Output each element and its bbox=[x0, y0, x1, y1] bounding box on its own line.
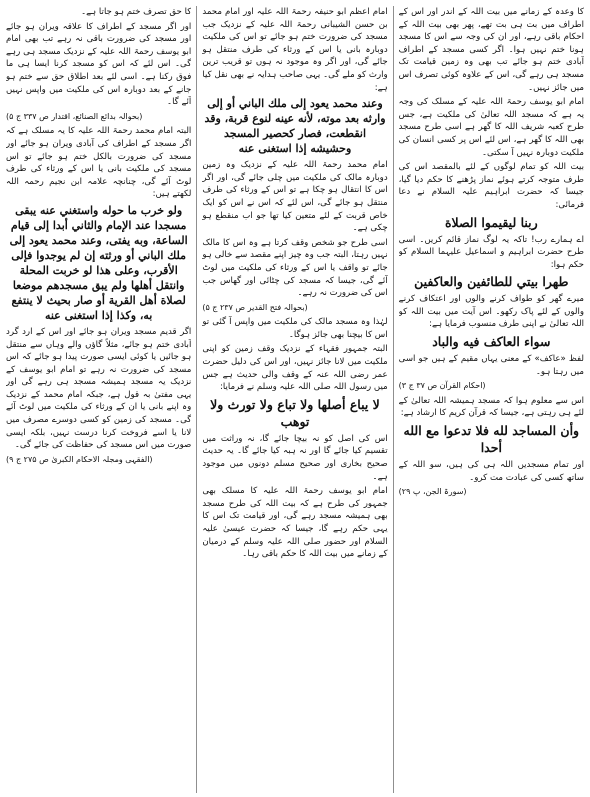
paragraph: امام محمد رحمۃ اللہ علیہ کے نزدیک وہ زمین دوبارہ مالک کی ملکیت میں چلی جائے گی، اور اگر اس کا انتقال ہو چکا ہے تو اس کے ورثاء کی طرف منتقل ہو جائے گی، اس لئے کہ اس نے اس کو ایک خاص قربت کے لئے متعین کیا تھا جو اب منقطع ہو چکی ہے۔ bbox=[202, 160, 388, 234]
paragraph: اگر قدیم مسجد ویران ہو جائے اور اس کے ارد گرد آبادی ختم ہو جائے، مثلاً گاؤں والے وہاں سے منتقل ہو جائیں یا کوئی ایسی صورت پیدا ہو جائے کہ اس مسجد کی ضرورت نہ رہے تو امام ابو یوسف کے نزدیک یہ مسجد ہمیشہ مسجد ہی رہے گی اور یہی مفتیٰ بہ قول ہے، جبکہ امام محمد کے نزدیک وہ اپنے بانی یا ان کے ورثاء کی ملکیت میں لوٹ آئے گی۔ مسجد کی زمین کو کسی دوسرے مصرف میں لانا یا اسے فروخت کرنا درست نہیں، بلکہ ایسی صورت میں اس مسجد کی حفاظت کی جائے گی۔ bbox=[6, 326, 192, 451]
column-left bbox=[399, 6, 584, 793]
paragraph: امام ابو یوسف رحمۃ اللہ علیہ کا مسلک بھی جمہور کی طرح ہے کہ بیت اللہ کی طرح مسجد بھی ہمیشہ مسجد رہے گی، اور قیامت تک اس کا یہی حکم رہے گا، جیسا کہ حضرت عیسیٰ علیہ السلام اور حضور صلی اللہ علیہ وسلم کے درمیان کے زمانے میں بیت اللہ کا حکم باقی رہا۔ bbox=[202, 486, 388, 560]
paragraph: اس کی اصل کو نہ بیچا جائے گا، نہ وراثت میں تقسیم کیا جائے گا اور نہ ہبہ کیا جائے گا۔ یہ حدیث صحیح بخاری اور صحیح مسلم دونوں میں موجود ہے۔ bbox=[202, 433, 388, 482]
paragraph: کا حق تصرف ختم ہو جاتا ہے۔ bbox=[81, 7, 192, 17]
paragraph: لفظ «عاکف» کے معنی یہاں مقیم کے ہیں جو اسی میں رہتا ہو۔ bbox=[398, 354, 584, 377]
arabic-quotation: سواء العاكف فيه والباد bbox=[432, 334, 551, 350]
paragraph: امام اعظم ابو حنیفہ رحمۃ اللہ علیہ اور امام محمد بن حسن الشیبانی رحمۃ اللہ علیہ کے نزدیک جب مسجد کی ضرورت ختم ہو جائے تو اس کی ملکیت دوبارہ بانی یا اس کے ورثاء کی طرف منتقل ہو جائے گی، اور اگر وہ موجود نہ ہوں تو قریب ترین وارث کو ملے گی۔ یہی صاحب ہدایہ نے بھی نقل کیا ہے: bbox=[202, 7, 388, 93]
paragraph: البتہ جمہور فقہاء کے نزدیک وقف زمین کو اپنی ملکیت میں لانا جائز نہیں، اور اس کی دلیل حضرت عمر رضی اللہ عنہ کے وقف والی حدیث ہے جس میں رسول اللہ صلی اللہ علیہ وسلم نے فرمایا: bbox=[202, 344, 388, 393]
column-divider bbox=[393, 6, 394, 793]
paragraph: اور اگر مسجد کے اطراف کا علاقہ ویران ہو جائے اور مسجد کی ضرورت باقی نہ رہے تب بھی امام ابو یوسف رحمۃ اللہ علیہ کے نزدیک مسجد ہی رہے گی۔ اس لئے کہ اس کو مسجد کرنا ایسا ہی ما فوق رکنا ہے۔ اسی لئے بعد اطلاق حق سے ختم ہو جانے کے بعد دوبارہ اس کی ملکیت میں واپس نہیں آئے گا۔ bbox=[6, 21, 192, 108]
paragraph: لہٰذا وہ مسجد مالک کی ملکیت میں واپس آ گئی تو اس کا بیچنا بھی جائز ہوگا۔ bbox=[202, 317, 388, 340]
citation-reference: (الفقہی ومجلہ الاحکام الکبریٰ ص ۲۷۵ ج ۹) bbox=[6, 454, 153, 464]
column-middle bbox=[202, 6, 387, 793]
citation-reference: (احکام القرآن ص ۳۷ ج ۳) bbox=[398, 381, 486, 391]
paragraph: اور تمام مسجدیں اللہ ہی کی ہیں، سو اللہ کے ساتھ کسی کی عبادت مت کرو۔ bbox=[398, 460, 584, 483]
paragraph: اسی طرح جو شخص وقف کرتا ہے وہ اس کا مالک نہیں رہتا، البتہ جب وہ چیز اپنے مقصد سے خالی ہو جائے تو واقف یا اس کے ورثاء کی ملکیت میں لوٹ آئے گی، جیسا کہ مسجد کی چٹائی اور گھاس جب اس کی ضرورت نہ رہے۔ bbox=[202, 237, 388, 299]
paragraph: کا وعدہ کے زمانے میں بیت اللہ کے اندر اور اس کے اطراف میں بت ہی بت تھے، پھر بھی بیت اللہ کے احکام باقی رہے، اور ان کی وجہ سے اس کا مسجد ہونا ختم نہیں ہوا۔ اگر کسی مسجد کے اطراف آبادی ختم ہو جائے تب بھی وہ زمین قیامت تک مسجد ہی رہے گی، اس کے علاوہ کوئی تصرف اس میں جائز نہیں۔ bbox=[398, 7, 584, 93]
paragraph: البتہ امام محمد رحمۃ اللہ علیہ کا یہ مسلک ہے کہ اگر مسجد کے اطراف کی آبادی ویران ہو جائے اور مسجد کی ضرورت بالکل ختم ہو جائے تو اس مسجد کی ملکیت بانی یا اس کے ورثاء کی طرف لوٹ آئے گی، چنانچہ علامہ ابن نجیم رحمہ اللہ لکھتے ہیں: bbox=[6, 126, 192, 200]
arabic-quotation: لا يباع أصلها ولا تباع ولا تورث ولا توهب bbox=[210, 396, 380, 429]
column-right bbox=[6, 6, 191, 793]
citation-reference: (بحوالہ بدائع الصنائع، اقتدار ص ۳۳۷ ج ۵) bbox=[6, 111, 143, 121]
arabic-quotation: وعند محمد يعود إلى ملك الباني أو إلى وارثه بعد موته، لأنه عينه لنوع قربة، وقد انقطعت، فصار كحصير المسجد وحشيشه إذا استغنى عنه bbox=[204, 97, 386, 156]
column-divider bbox=[196, 6, 197, 793]
arabic-quotation: ربنا ليقيموا الصلاة bbox=[444, 214, 538, 230]
paragraph: امام ابو یوسف رحمۃ اللہ علیہ کے مسلک کی وجہ یہ ہے کہ مسجد اللہ تعالیٰ کی ملکیت ہے، جس طرح کعبہ شریف اللہ کا گھر ہے اسی طرح مسجد بھی اللہ کا گھر ہے، اس لئے اس پر کسی انسان کی ملکیت دوبارہ نہیں آ سکتی۔ bbox=[398, 97, 584, 158]
arabic-quotation: ولو خرب ما حوله واستغني عنه يبقى مسجدا عند الإمام والثاني أبدا إلى قيام الساعة، وبه يفتى، وعند محمد يعود إلى ملك الباني أو ورثته إن لم يوجدوا فإلى الأقرب، وعلى هذا لو خربت المحلة وانتقل أهلها ولم يبق مسجدهم موضعا لصلاة أهل القرية أو صار بحيث لا ينتفع به، وكذا إذا استغنى عنه bbox=[9, 203, 188, 322]
paragraph: اس سے معلوم ہوا کہ مسجد ہمیشہ اللہ تعالیٰ کے لئے ہی رہتی ہے، جیسا کہ قرآن کریم کا ارشاد ہے: bbox=[398, 395, 584, 419]
paragraph: میرے گھر کو طواف کرنے والوں اور اعتکاف کرنے والوں کے لئے پاک رکھو۔ اس آیت میں بیت اللہ کو اللہ تعالیٰ نے اپنی طرف منسوب فرمایا ہے: bbox=[398, 294, 584, 330]
arabic-quotation: طهرا بيتي للطائفين والعاكفين bbox=[414, 274, 569, 290]
arabic-quotation: وأن المساجد لله فلا تدعوا مع الله أحدا bbox=[403, 423, 580, 456]
paragraph: بیت اللہ کو تمام لوگوں کے لئے بالمقصد اس کی طرف متوجہ کرتے ہوئے نماز پڑھنے کا حکم دیا گیا، جیسا کہ حضرت ابراہیم علیہ السلام نے دعا فرمائی: bbox=[398, 162, 584, 210]
citation-reference: (سورۃ الجن، پ ۲۹) bbox=[398, 487, 467, 497]
citation-reference: (بحوالہ فتح القدیر ص ۲۳۷ ج ۵) bbox=[202, 302, 308, 312]
paragraph: اے ہمارے رب! تاکہ یہ لوگ نماز قائم کریں۔ اسی طرح حضرت ابراہیم و اسماعیل علیہما السلام کو حکم ہوا: bbox=[398, 234, 584, 270]
